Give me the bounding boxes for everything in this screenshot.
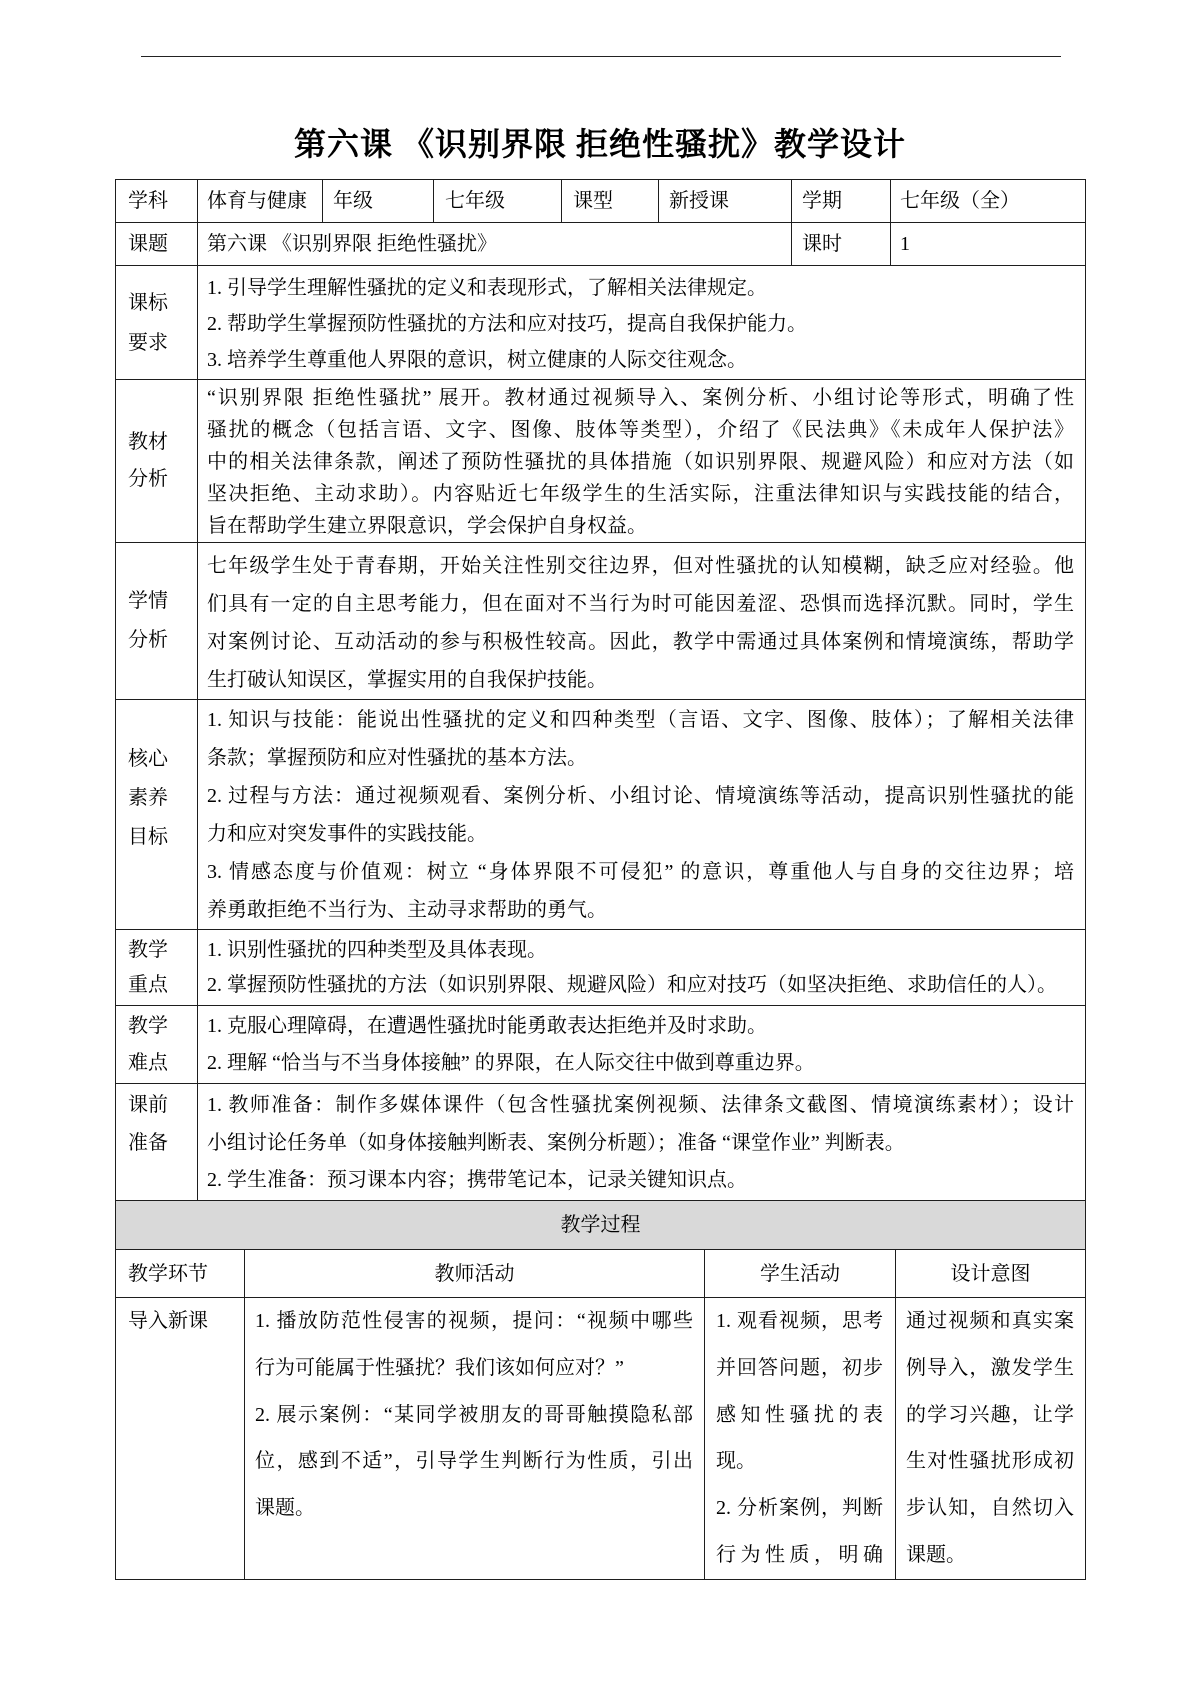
text-line: 行为可能属于性骚扰？我们该如何应对？”	[255, 1356, 624, 1379]
lesson-plan	[115, 179, 1085, 1580]
text-line: 对案例讨论、互动活动的参与积极性较高。因此，教学中需通过具体案例和情境演练，帮助学	[207, 631, 1074, 653]
header-rule	[141, 56, 1061, 57]
text-line: 1. 观看视频，思考	[716, 1310, 883, 1332]
text-line: 2. 分析案例，判断	[716, 1497, 883, 1520]
section-content	[198, 266, 1086, 380]
text-line: 2. 学生准备：预习课本内容；携带笔记本，记录关键知识点。	[207, 1169, 747, 1191]
stage-name: 导入新课	[128, 1310, 208, 1332]
document-title: 第六课 《识别界限 拒绝性骚扰》教学设计	[293, 126, 906, 162]
design-intent-cell	[896, 1298, 1086, 1580]
subject-value: 体育与健康	[198, 180, 323, 223]
lesson-type-value: 新授课	[659, 180, 792, 223]
section-label: 课前准备	[128, 1094, 168, 1154]
text-line: 旨在帮助学生建立界限意识，学会保护自身权益。	[207, 515, 647, 537]
process-header-row	[116, 1250, 1086, 1298]
topic-value: 第六课 《识别界限 拒绝性骚扰》	[198, 223, 792, 266]
section-label: 学情分析	[128, 590, 168, 651]
section-label-cell	[116, 930, 198, 1006]
section-label-cell	[116, 543, 198, 700]
section-label: 核心素养目标	[128, 748, 168, 848]
section-label: 教材分析	[128, 431, 168, 490]
term-value: 七年级（全）	[891, 180, 1086, 223]
section-label: 教学难点	[128, 1014, 168, 1074]
text-line: 养勇敢拒绝不当行为、主动寻求帮助的勇气。	[207, 899, 607, 921]
section-label: 课标要求	[128, 291, 168, 354]
section-label-cell	[116, 380, 198, 543]
text-line: 坚决拒绝、主动求助）。内容贴近七年级学生的生活实际，注重法律知识与实践技能的结合，	[207, 483, 1074, 505]
text-line: 2. 帮助学生掌握预防性骚扰的方法和应对技巧，提高自我保护能力。	[207, 313, 807, 335]
section-row-key-points	[116, 930, 1086, 1006]
teacher-activity-cell	[245, 1298, 705, 1580]
process-heading: 教学过程	[116, 1201, 1086, 1250]
text-line: 小组讨论任务单（如身体接触判断表、案例分析题）；准备 “课堂作业” 判断表。	[207, 1131, 905, 1154]
section-content	[198, 700, 1086, 930]
text-line: 现。	[716, 1450, 756, 1473]
section-row-difficult-points	[116, 1006, 1086, 1084]
lesson-info-table	[115, 179, 1086, 1250]
text-line: 感知性骚扰的表	[716, 1403, 883, 1426]
section-row-core-competency-goals	[116, 700, 1086, 930]
text-line: 们具有一定的自主思考能力，但在面对不当行为时可能因羞涩、恐惧而选择沉默。同时，学生	[207, 593, 1074, 615]
text-line: 2. 理解 “恰当与不当身体接触” 的界限，在人际交往中做到尊重边界。	[207, 1052, 815, 1074]
text-line: 中的相关法律条款，阐述了预防性骚扰的具体措施（如识别界限、规避风险）和应对方法（如	[207, 451, 1074, 473]
text-line: “识别界限 拒绝性骚扰” 展开。教材通过视频导入、案例分析、小组讨论等形式，明确了性	[207, 387, 1074, 409]
text-line: 力和应对突发事件的实践技能。	[207, 823, 487, 845]
text-line: 2. 过程与方法：通过视频观看、案例分析、小组讨论、情境演练等活动，提高识别性骚扰的能	[207, 785, 1074, 807]
header-stage: 教学环节	[116, 1250, 245, 1298]
header-student-activity: 学生活动	[705, 1250, 896, 1298]
text-line: 2. 掌握预防性骚扰的方法（如识别界限、规避风险）和应对技巧（如坚决拒绝、求助信任的人）。	[207, 974, 1057, 996]
section-row-preparation	[116, 1084, 1086, 1201]
text-line: 1. 播放防范性侵害的视频，提问：“视频中哪些	[255, 1310, 693, 1332]
section-content	[198, 380, 1086, 543]
text-line: 步认知，自然切入	[906, 1497, 1074, 1520]
section-content	[198, 930, 1086, 1006]
section-content	[198, 1006, 1086, 1084]
text-line: 通过视频和真实案	[906, 1310, 1074, 1332]
section-label-cell	[116, 700, 198, 930]
lesson-type-label: 课型	[562, 180, 659, 223]
topic-row	[116, 223, 1086, 266]
term-label: 学期	[792, 180, 891, 223]
text-line: 2. 展示案例：“某同学被朋友的哥哥触摸隐私部	[255, 1403, 693, 1426]
section-label: 教学重点	[128, 938, 168, 996]
header-design-intent: 设计意图	[896, 1250, 1086, 1298]
text-line: 的学习兴趣，让学	[906, 1403, 1074, 1426]
text-line: 位，感到不适”，引导学生判断行为性质，引出	[255, 1450, 693, 1473]
text-line: 课题。	[255, 1497, 315, 1520]
process-row	[116, 1298, 1086, 1580]
section-row-student-analysis	[116, 543, 1086, 700]
student-activity-cell	[705, 1298, 896, 1580]
text-line: 生打破认知误区，掌握实用的自我保护技能。	[207, 669, 607, 691]
section-label-cell	[116, 1006, 198, 1084]
text-line: 课题。	[906, 1543, 966, 1566]
section-label-cell	[116, 266, 198, 380]
section-row-curriculum-standards	[116, 266, 1086, 380]
text-line: 1. 识别性骚扰的四种类型及具体表现。	[207, 939, 547, 961]
grade-label: 年级	[323, 180, 434, 223]
section-row-textbook-analysis	[116, 380, 1086, 543]
process-heading-row	[116, 1201, 1086, 1250]
teaching-process-table	[115, 1249, 1086, 1580]
grade-value: 七年级	[434, 180, 562, 223]
periods-label: 课时	[792, 223, 891, 266]
text-line: 条款；掌握预防和应对性骚扰的基本方法。	[207, 747, 587, 769]
section-content	[198, 543, 1086, 700]
text-line: 骚扰的概念（包括言语、文字、图像、肢体等类型），介绍了《民法典》《未成年人保护法》	[207, 419, 1074, 441]
text-line: 3. 培养学生尊重他人界限的意识，树立健康的人际交往观念。	[207, 349, 747, 371]
text-line: 1. 教师准备：制作多媒体课件（包含性骚扰案例视频、法律条文截图、情境演练素材）；设计	[207, 1094, 1074, 1116]
section-content	[198, 1084, 1086, 1201]
text-line: 例导入，激发学生	[906, 1356, 1074, 1379]
text-line: 1. 克服心理障碍，在遭遇性骚扰时能勇敢表达拒绝并及时求助。	[207, 1015, 767, 1037]
text-line: 七年级学生处于青春期，开始关注性别交往边界，但对性骚扰的认知模糊，缺乏应对经验。他	[207, 555, 1074, 577]
stage-cell	[116, 1298, 245, 1580]
text-line: 1. 引导学生理解性骚扰的定义和表现形式，了解相关法律规定。	[207, 277, 767, 299]
topic-label: 课题	[116, 223, 198, 266]
subject-label: 学科	[116, 180, 198, 223]
text-line: 生对性骚扰形成初	[906, 1450, 1074, 1473]
text-line: 并回答问题，初步	[716, 1356, 883, 1379]
text-line: 3. 情感态度与价值观：树立 “身体界限不可侵犯” 的意识，尊重他人与自身的交往边界；培	[207, 861, 1074, 883]
text-line: 1. 知识与技能：能说出性骚扰的定义和四种类型（言语、文字、图像、肢体）；了解相关法律	[207, 709, 1074, 731]
periods-value: 1	[891, 223, 1086, 266]
basic-info-row	[116, 180, 1086, 223]
text-line: 行为性质，明确	[716, 1543, 883, 1566]
header-teacher-activity: 教师活动	[245, 1250, 705, 1298]
section-label-cell	[116, 1084, 198, 1201]
